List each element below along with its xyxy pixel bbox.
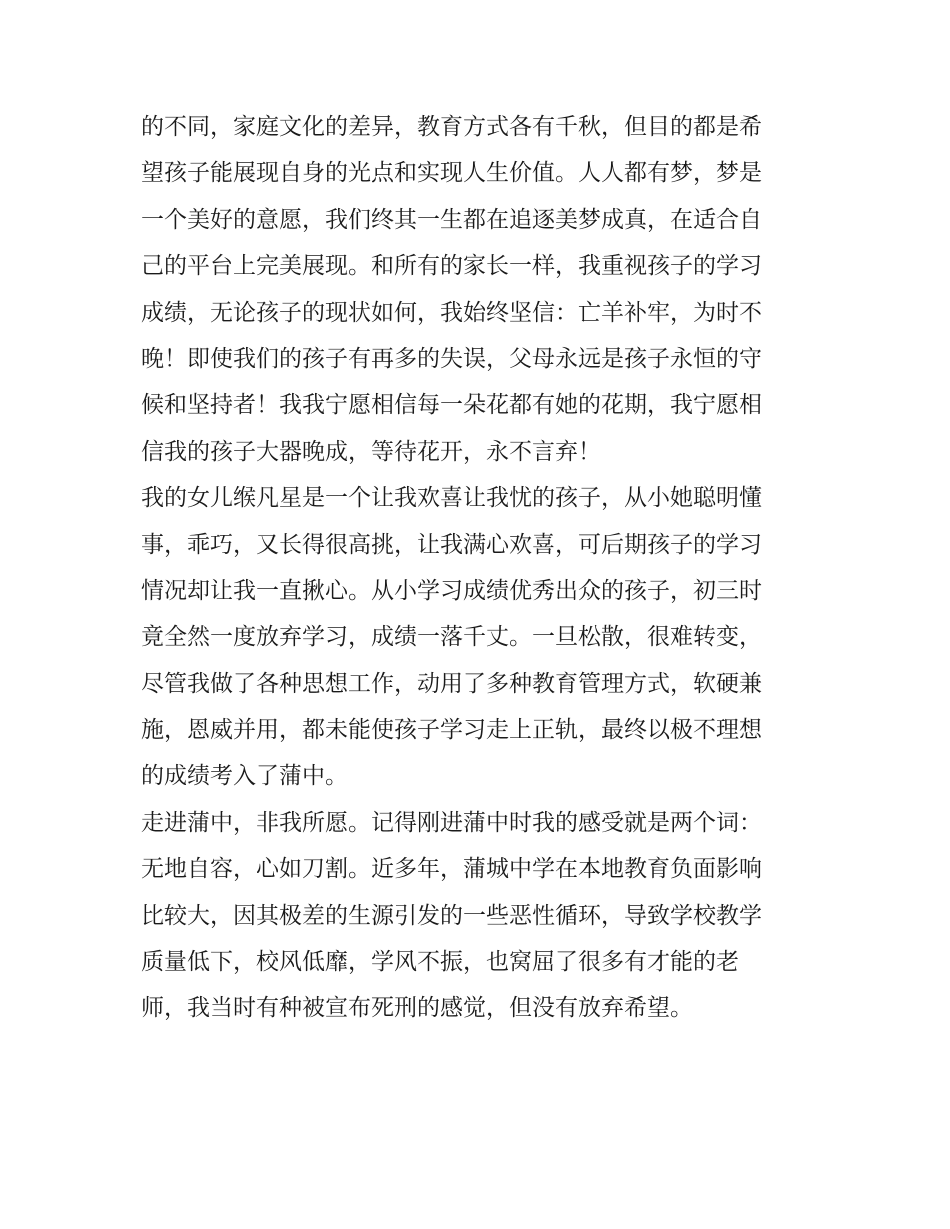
text-line: 晚！即使我们的孩子有再多的失误，父母永远是孩子永恒的守	[141, 345, 762, 372]
text-line: 的不同，家庭文化的差异，教育方式各有千秋，但目的都是希	[141, 114, 762, 140]
text-line: 候和坚持者！我我宁愿相信每一朵花都有她的花期，我宁愿相	[141, 392, 762, 419]
text-line: 的成绩考入了蒲中。	[141, 763, 348, 790]
text-line: 施，恩威并用，都未能使孩子学习走上正轨，最终以极不理想	[141, 717, 762, 744]
text-line: 无地自容，心如刀割。近多年，蒲城中学在本地教育负面影响	[141, 856, 762, 883]
text-line: 事，乖巧，又长得很高挑，让我满心欢喜，可后期孩子的学习	[141, 531, 762, 558]
text-line: 走进蒲中，非我所愿。记得刚进蒲中时我的感受就是两个词：	[141, 809, 762, 836]
text-line: 比较大，因其极差的生源引发的一些恶性循环，导致学校教学	[141, 902, 762, 929]
text-line: 竟全然一度放弃学习，成绩一落千丈。一旦松散，很难转变，	[141, 624, 762, 651]
text-line: 尽管我做了各种思想工作，动用了多种教育管理方式，软硬兼	[141, 670, 762, 697]
text-line: 成绩，无论孩子的现状如何，我始终坚信：亡羊补牢，为时不	[141, 299, 762, 326]
text-line: 师，我当时有种被宣布死刑的感觉，但没有放弃希望。	[141, 995, 693, 1022]
text-line: 己的平台上完美展现。和所有的家长一样，我重视孩子的学习	[141, 253, 762, 280]
text-line: 我的女儿缑凡星是一个让我欢喜让我忧的孩子，从小她聪明懂	[141, 485, 762, 512]
text-line: 信我的孩子大器晚成，等待花开，永不言弃！	[141, 438, 601, 465]
text-line: 质量低下，校风低靡，学风不振，也窝屈了很多有才能的老	[141, 949, 739, 976]
text-line: 一个美好的意愿，我们终其一生都在追逐美梦成真，在适合自	[141, 206, 762, 233]
text-line: 情况却让我一直揪心。从小学习成绩优秀出众的孩子，初三时	[141, 577, 762, 604]
text-line: 望孩子能展现自身的光点和实现人生价值。人人都有梦，梦是	[141, 160, 762, 187]
body-text	[141, 104, 813, 1032]
